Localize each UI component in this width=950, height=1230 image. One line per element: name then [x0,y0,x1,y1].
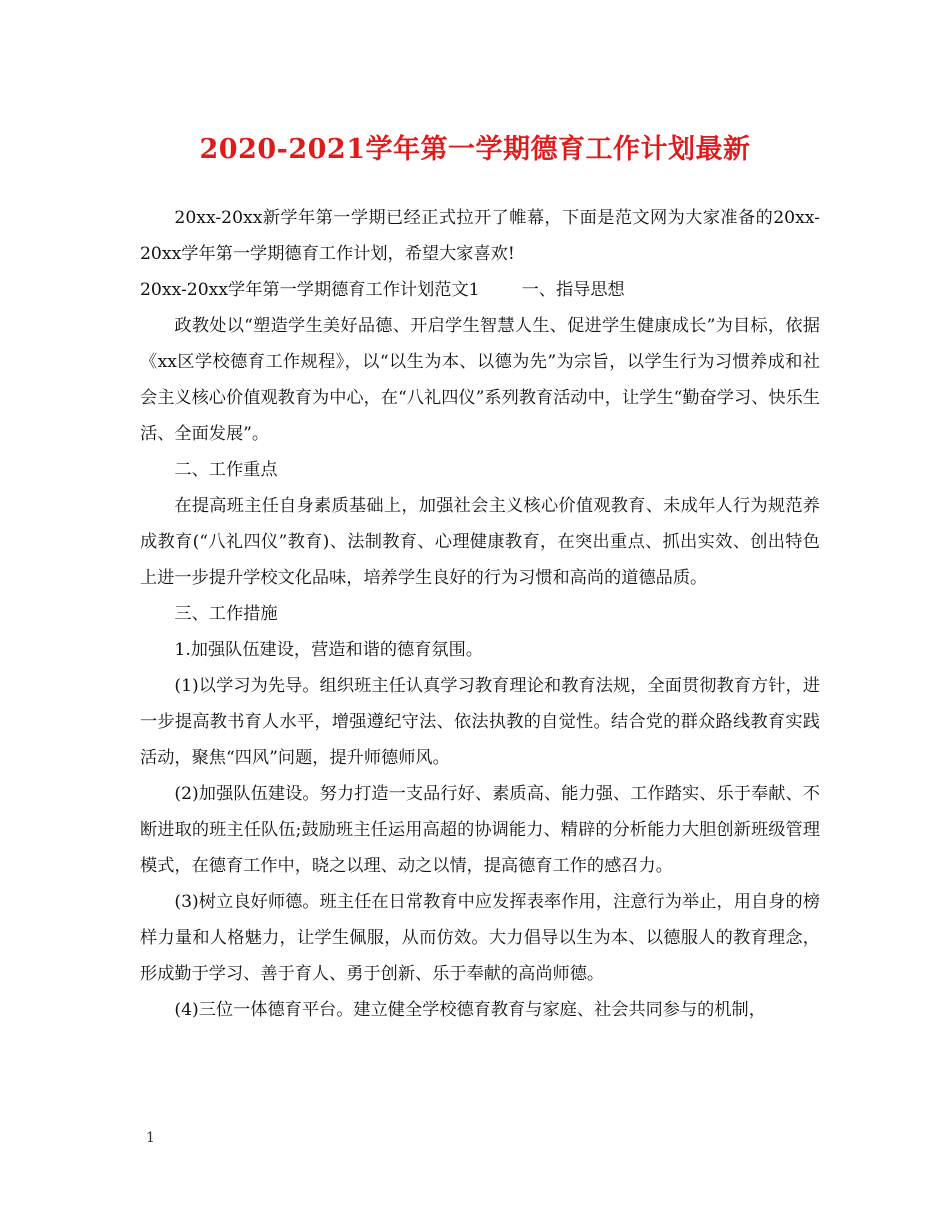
section1-paragraph: 政教处以“塑造学生美好品德、开启学生智慧人生、促进学生健康成长”为目标，依据《xx区学校德育工作规程》，以“以生为本、以德为先”为宗旨，以学生行为习惯养成和社会主义核心价值观教育为中心，在“八礼四仪”系列教育活动中，让学生“勤奋学习、快乐生活、全面发展”。 [140,316,820,444]
document-body [140,200,820,1028]
section2-paragraph: 在提高班主任自身素质基础上，加强社会主义核心价值观教育、未成年人行为规范养成教育(“八礼四仪”教育)、法制教育、心理健康教育，在突出重点、抓出实效、创出特色上进一步提升学校文化品味，培养学生良好的行为习惯和高尚的道德品质。 [140,496,820,588]
page-number: 1 [146,1130,155,1146]
item4-paragraph: (4)三位一体德育平台。建立健全学校德育教育与家庭、社会共同参与的机制， [174,1000,766,1020]
item3-paragraph: (3)树立良好师德。班主任在日常教育中应发挥表率作用，注意行为举止，用自身的榜样力量和人格魅力，让学生佩服，从而仿效。大力倡导以生为本、以德服人的教育理念，形成勤于学习、善于育人、勇于创新、乐于奉献的高尚师德。 [140,892,820,984]
measure1-heading: 1.加强队伍建设，营造和谐的德育氛围。 [174,640,483,660]
item2-paragraph: (2)加强队伍建设。努力打造一支品行好、素质高、能力强、工作踏实、乐于奉献、不断进取的班主任队伍;鼓励班主任运用高超的协调能力、精辟的分析能力大胆创新班级管理模式，在德育工作中，晓之以理、动之以情，提高德育工作的感召力。 [140,784,820,876]
section2-heading: 二、工作重点 [174,460,278,480]
intro-paragraph: 20xx-20xx新学年第一学期已经正式拉开了帷幕，下面是范文网为大家准备的20xx-20xx学年第一学期德育工作计划，希望大家喜欢! [140,208,820,264]
section1-heading: 一、指导思想 [521,280,625,300]
sample-label: 20xx-20xx学年第一学期德育工作计划范文1 [140,280,480,300]
section3-heading: 三、工作措施 [174,604,278,624]
document-title: 2020-2021学年第一学期德育工作计划最新 [199,134,751,165]
item1-paragraph: (1)以学习为先导。组织班主任认真学习教育理论和教育法规，全面贯彻教育方针，进一步提高教书育人水平，增强遵纪守法、依法执教的自觉性。结合党的群众路线教育实践活动，聚焦“四风”问题，提升师德师风。 [140,676,820,768]
sample-heading-line [140,272,820,308]
